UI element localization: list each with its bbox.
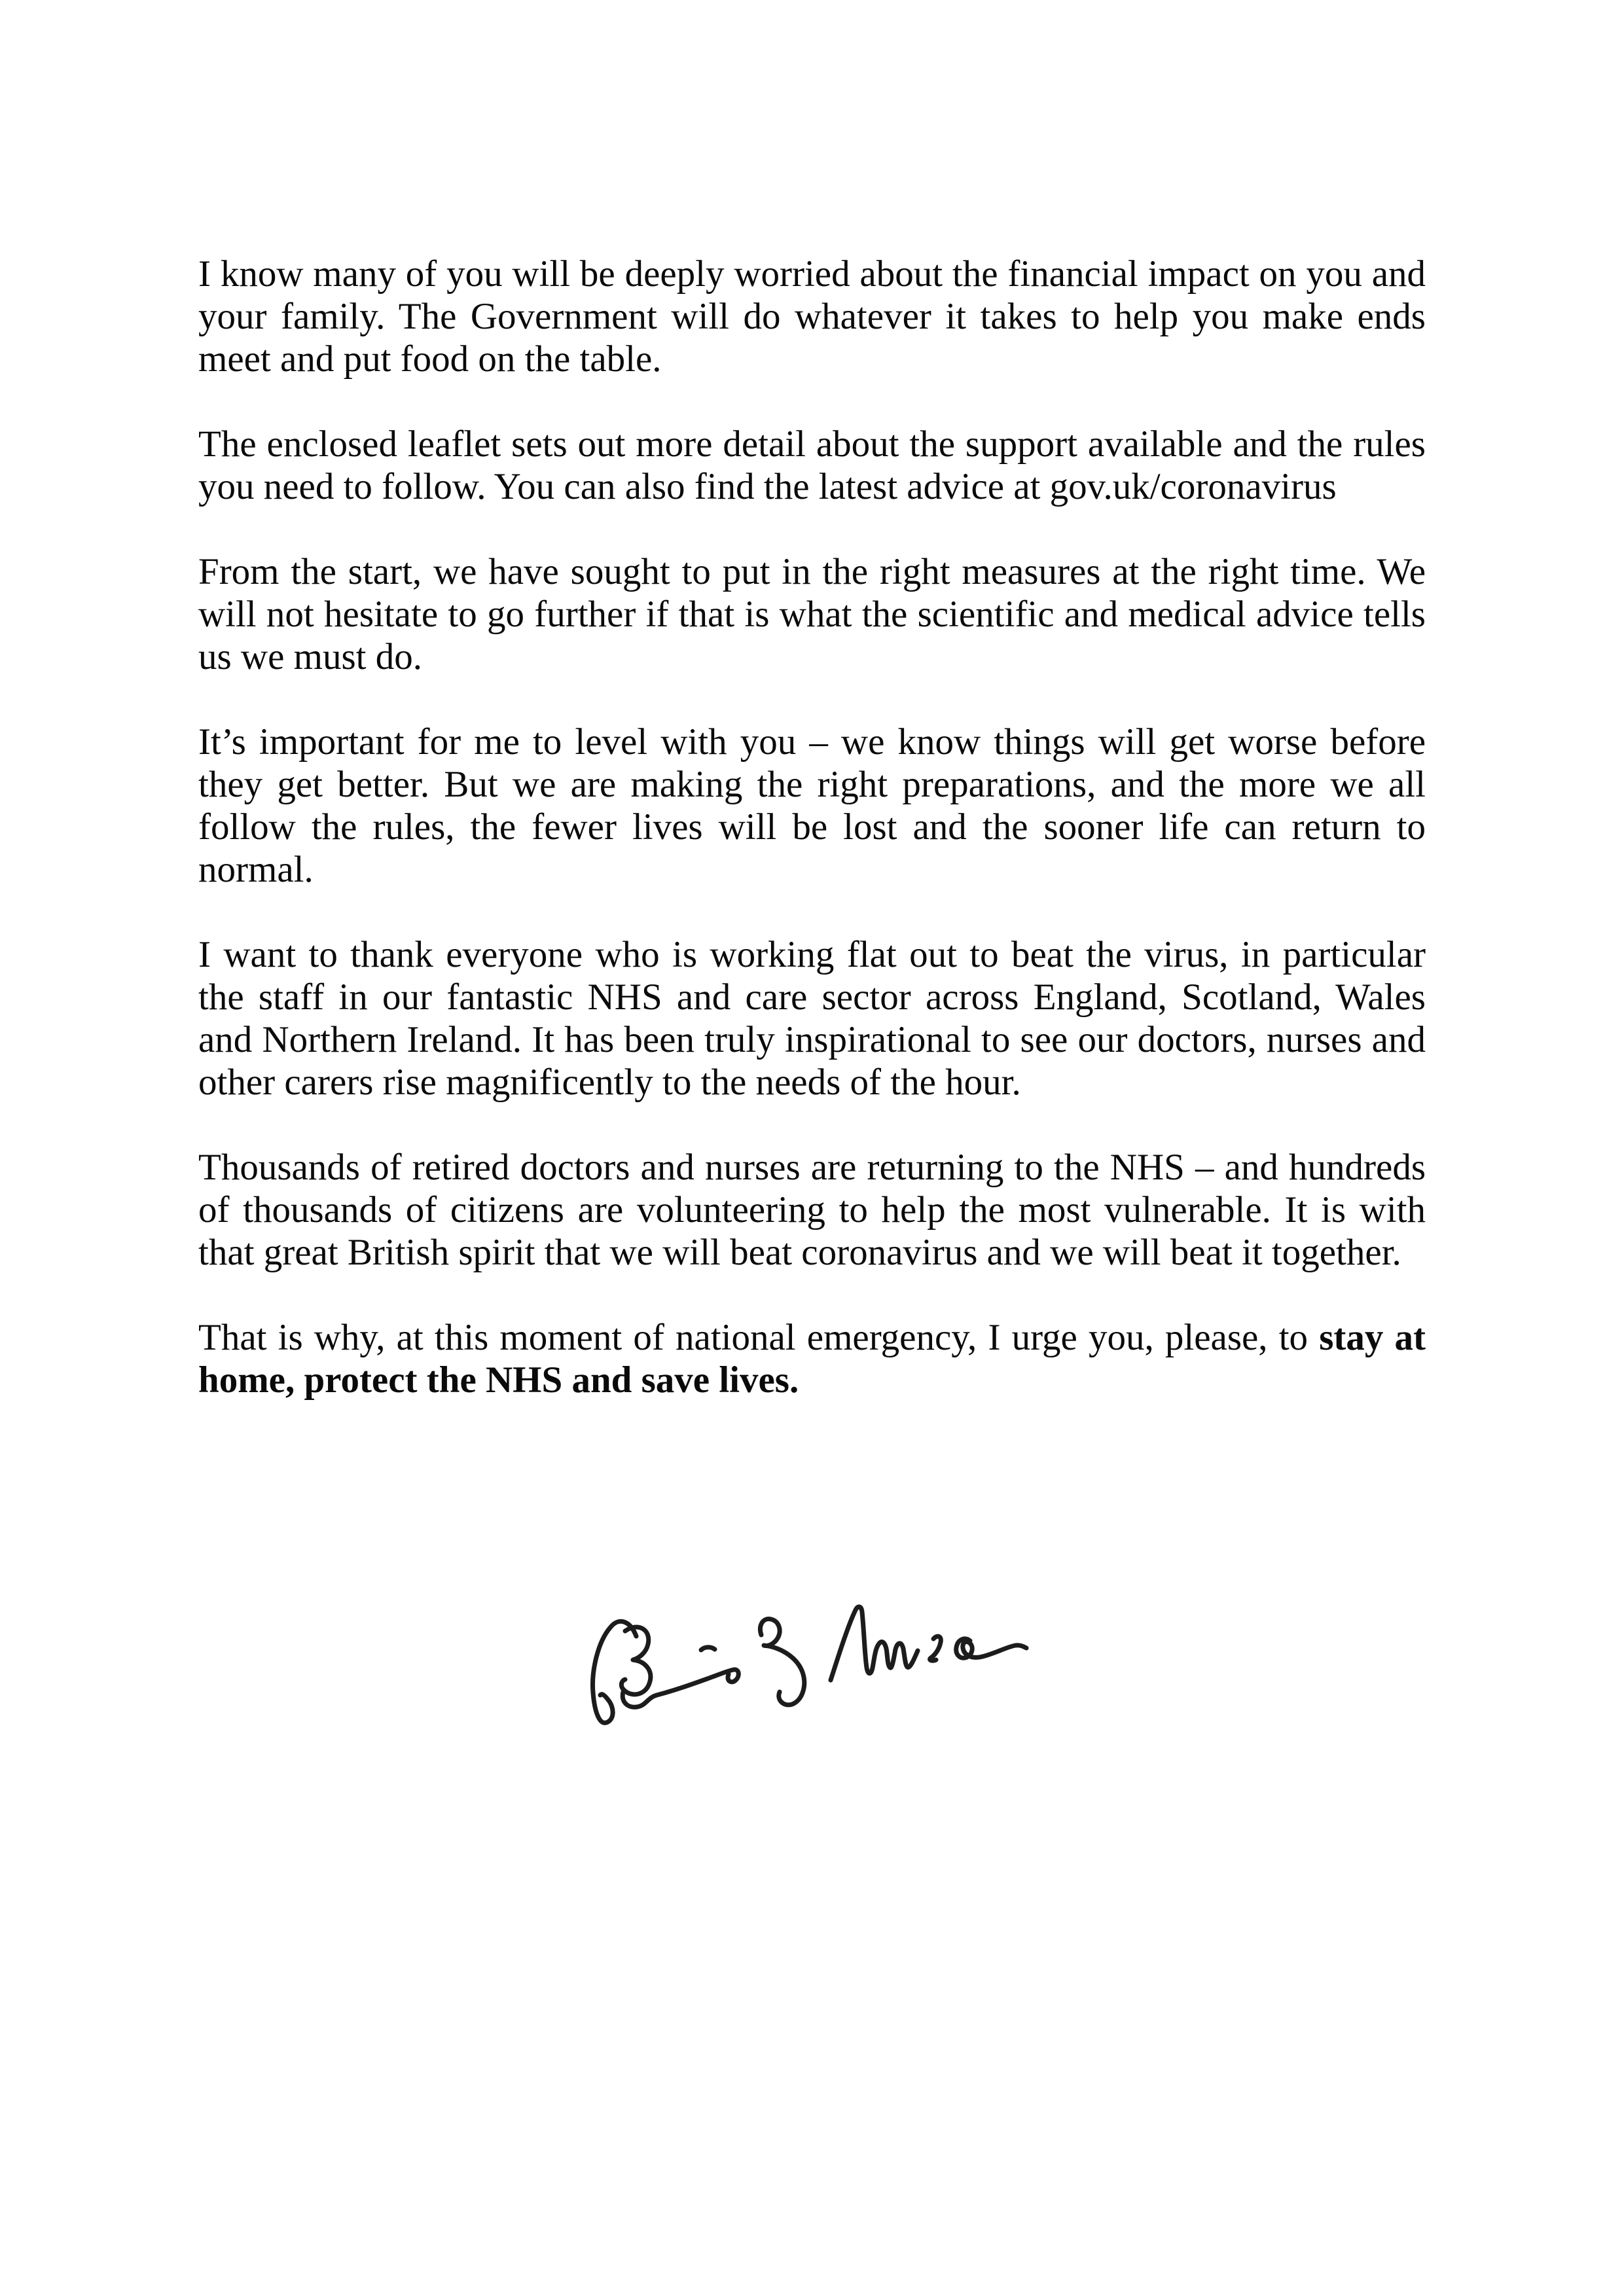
paragraph bbox=[198, 1146, 1426, 1274]
paragraph-text: That is why, at this moment of national emergency, I urge you, please, to bbox=[198, 1317, 1320, 1358]
paragraph bbox=[198, 423, 1426, 508]
paragraph-text: It’s important for me to level with you – we know things will get worse before they get better. But we are making the right preparations, and the more we all follow the rules, the fewer lives will be lost and the sooner life can return to normal. bbox=[198, 721, 1426, 890]
paragraph bbox=[198, 253, 1426, 380]
letter-body bbox=[198, 253, 1426, 1444]
paragraph-text: I know many of you will be deeply worried about the financial impact on you and your family. The Government will do whatever it takes to help you make ends meet and put food on the table. bbox=[198, 253, 1426, 380]
paragraph-text-bold: stay at home, protect the NHS and save lives. bbox=[198, 1317, 1426, 1401]
paragraph bbox=[198, 721, 1426, 891]
paragraph bbox=[198, 933, 1426, 1103]
paragraph-text: Thousands of retired doctors and nurses are returning to the NHS – and hundreds of thousands of citizens are volunteering to help the most vulnerable. It is with that great British spirit that we will beat coronavirus and we will beat it together. bbox=[198, 1147, 1426, 1273]
signature-boris-johnson bbox=[586, 1597, 1031, 1734]
paragraph bbox=[198, 550, 1426, 678]
paragraph bbox=[198, 1316, 1426, 1401]
paragraph-text: The enclosed leaflet sets out more detail about the support available and the rules you need to follow. You can also find the latest advice at gov.uk/coronavirus bbox=[198, 423, 1426, 507]
signature-ink-icon bbox=[586, 1597, 1031, 1734]
paragraph-text: From the start, we have sought to put in the right measures at the right time. We will not hesitate to go further if that is what the scientific and medical advice tells us we must do. bbox=[198, 551, 1426, 677]
paragraph-text: I want to thank everyone who is working flat out to beat the virus, in particular the staff in our fantastic NHS and care sector across England, Scotland, Wales and Northern Ireland. It has been truly inspirational to see our doctors, nurses and other carers rise magnificently to the needs of the hour. bbox=[198, 934, 1426, 1103]
